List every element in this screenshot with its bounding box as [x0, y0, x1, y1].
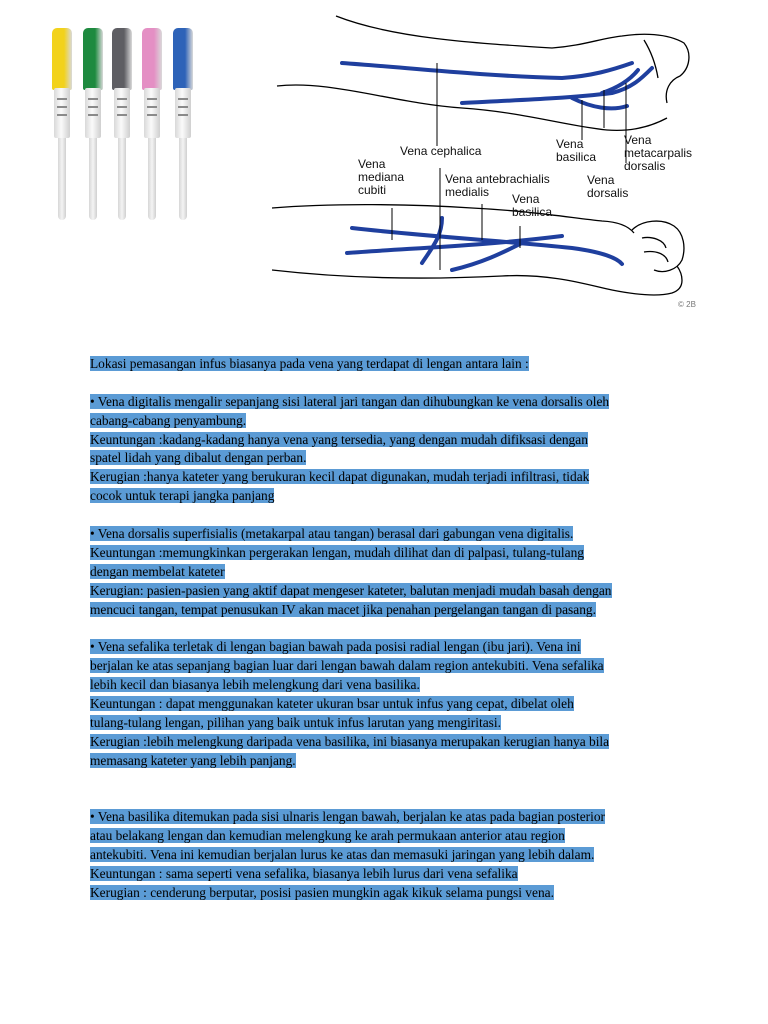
- text-line: [90, 412, 690, 431]
- label-vena-mediana-cubiti: Vena mediana cubiti: [358, 157, 405, 197]
- highlighted-text: Keuntungan : dapat menggunakan kateter ukuran bsar untuk infus yang cepat, dibelat oleh: [90, 696, 574, 712]
- text-line: [90, 544, 690, 563]
- cannula-green: [81, 28, 105, 228]
- cannula-cap: [173, 28, 193, 90]
- text-line: [90, 733, 690, 752]
- highlighted-text: dengan membelat kateter: [90, 563, 225, 579]
- text-line: [90, 884, 690, 903]
- text-line: [90, 393, 690, 412]
- highlighted-text: Kerugian: pasien-pasien yang aktif dapat mengeser kateter, balutan menjadi mudah basah dengan: [90, 582, 612, 598]
- highlighted-text: • Vena dorsalis superfisialis (metakarpal atau tangan) berasal dari gabungan vena digitalis.: [90, 526, 574, 542]
- highlighted-text: • Vena basilika ditemukan pada sisi ulnaris lengan bawah, berjalan ke atas pada bagian posterior: [90, 809, 605, 825]
- label-vena-dorsalis: Vena dorsalis: [587, 173, 629, 200]
- highlighted-text: Kerugian : cenderung berputar, posisi pasien mungkin agak kikuk selama pungsi vena.: [90, 884, 554, 900]
- text-line: [90, 563, 690, 582]
- label-vena-basilica-lower: Vena basilica: [512, 192, 553, 219]
- highlighted-text: antekubiti. Vena ini kemudian berjalan lurus ke atas dan memasuki jaringan yang lebih dalam.: [90, 847, 595, 863]
- highlighted-text: Keuntungan : sama seperti vena sefalika, biasanya lebih lurus dari vena sefalika: [90, 866, 518, 882]
- iv-cannulas-image: [50, 28, 200, 228]
- text-line: [90, 582, 690, 601]
- text-line: [90, 638, 690, 657]
- text-line: [90, 431, 690, 450]
- text-line: [90, 487, 690, 506]
- highlighted-text: • Vena sefalika terletak di lengan bagian bawah pada posisi radial lengan (ibu jari). Vena ini: [90, 639, 581, 655]
- highlighted-text: lebih kecil dan biasanya lebih melengkung dari vena basilika.: [90, 677, 420, 693]
- cannula-cap: [112, 28, 132, 90]
- cannula-cap: [52, 28, 72, 90]
- highlighted-text: Lokasi pemasangan infus biasanya pada vena yang terdapat di lengan antara lain :: [90, 356, 529, 371]
- cannula-yellow: [50, 28, 74, 228]
- text-line: [90, 449, 690, 468]
- cannula-cap: [83, 28, 103, 90]
- cannula-cap: [142, 28, 162, 90]
- label-vena-metacarpalis-dorsalis: Vena metacarpalis dorsalis: [624, 133, 693, 173]
- highlighted-text: spatel lidah yang dibalut dengan perban.: [90, 450, 307, 466]
- text-line: [90, 846, 690, 865]
- highlighted-text: cabang-cabang penyambung.: [90, 412, 247, 428]
- highlighted-text: memasang kateter yang lebih panjang.: [90, 752, 296, 768]
- highlighted-text: Kerugian :hanya kateter yang berukuran kecil dapat digunakan, mudah terjadi infiltrasi, tidak: [90, 469, 590, 485]
- highlighted-text: Kerugian :lebih melengkung daripada vena basilika, ini biasanya merupakan kerugian hanya bila: [90, 733, 610, 749]
- label-vena-antebrachialis-medialis: Vena antebrachialis medialis: [445, 172, 550, 199]
- cannula-pink: [140, 28, 164, 228]
- text-line: [90, 601, 690, 620]
- text-line: [90, 808, 690, 827]
- cannula-gray: [110, 28, 134, 228]
- arm-vein-diagram: [272, 8, 712, 316]
- highlighted-text: tulang-tulang lengan, pilihan yang baik untuk infus larutan yang mengiritasi.: [90, 714, 501, 730]
- highlighted-text: Keuntungan :memungkinkan pergerakan lengan, mudah dilihat dan di palpasi, tulang-tulang: [90, 544, 584, 560]
- copyright-text: © 2B: [678, 300, 696, 309]
- intro-line: [90, 355, 690, 374]
- text-line: [90, 752, 690, 771]
- highlighted-text: cocok untuk terapi jangka panjang: [90, 488, 275, 504]
- highlighted-text: Keuntungan :kadang-kadang hanya vena yang tersedia, yang dengan mudah difiksasi dengan: [90, 431, 588, 447]
- document-text: [90, 355, 690, 903]
- highlighted-text: • Vena digitalis mengalir sepanjang sisi lateral jari tangan dan dihubungkan ke vena dorsalis oleh: [90, 393, 610, 409]
- highlighted-text: atau belakang lengan dan kemudian melengkung ke arah permukaan anterior atau region: [90, 828, 565, 844]
- highlighted-text: berjalan ke atas sepanjang bagian luar dari lengan bawah dalam region antekubiti. Vena sefalika: [90, 658, 604, 674]
- text-line: [90, 468, 690, 487]
- text-line: [90, 525, 690, 544]
- text-line: [90, 657, 690, 676]
- text-line: [90, 676, 690, 695]
- text-line: [90, 865, 690, 884]
- text-line: [90, 695, 690, 714]
- label-vena-cephalica: Vena cephalica: [400, 144, 482, 158]
- text-line: [90, 827, 690, 846]
- cannula-blue: [171, 28, 195, 228]
- text-line: [90, 714, 690, 733]
- highlighted-text: mencuci tangan, tempat penusukan IV akan macet jika penahan pergelangan tangan di pasang.: [90, 601, 596, 617]
- label-vena-basilica-upper: Vena basilica: [556, 137, 597, 164]
